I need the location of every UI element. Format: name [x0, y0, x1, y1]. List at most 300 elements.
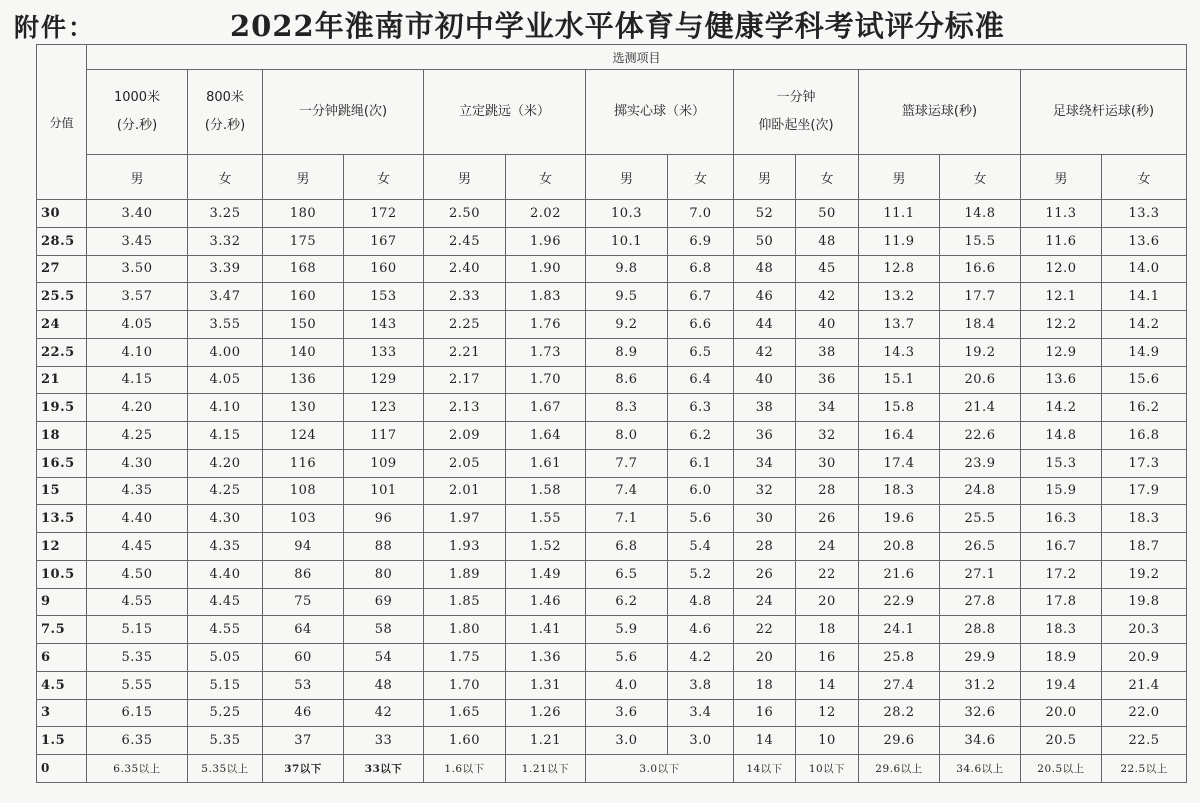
table-cell: 1.70 [506, 366, 586, 394]
table-cell: 17.8 [1021, 588, 1102, 616]
table-cell: 2.33 [424, 283, 506, 311]
table-cell: 20.0 [1021, 699, 1102, 727]
table-cell: 34 [796, 394, 859, 422]
table-cell: 4.35 [188, 533, 263, 561]
table-cell: 6.8 [668, 255, 734, 283]
table-cell: 14.8 [1021, 422, 1102, 450]
table-cell: 13.2 [859, 283, 940, 311]
threshold-cell: 33以下 [344, 755, 424, 783]
table-cell: 6.5 [668, 338, 734, 366]
table-cell: 42 [734, 338, 796, 366]
threshold-cell: 3.0以下 [586, 755, 734, 783]
table-cell: 12.2 [1021, 311, 1102, 339]
table-cell: 1.41 [506, 616, 586, 644]
table-cell: 123 [344, 394, 424, 422]
table-cell: 12.9 [1021, 338, 1102, 366]
table-cell: 26 [796, 505, 859, 533]
table-cell: 46 [263, 699, 344, 727]
event-header [87, 70, 188, 155]
score-cell: 1.5 [37, 727, 87, 755]
table-cell: 4.8 [668, 588, 734, 616]
table-cell: 16.6 [940, 255, 1021, 283]
table-cell: 30 [796, 449, 859, 477]
table-cell: 1.52 [506, 533, 586, 561]
score-cell: 28.5 [37, 227, 87, 255]
score-cell: 30 [37, 200, 87, 228]
table-cell: 4.05 [188, 366, 263, 394]
table-cell: 3.47 [188, 283, 263, 311]
table-cell: 22.6 [940, 422, 1021, 450]
gender-header: 男 [424, 155, 506, 200]
gender-header: 女 [796, 155, 859, 200]
table-cell: 11.3 [1021, 200, 1102, 228]
table-cell: 36 [796, 366, 859, 394]
table-cell: 6.1 [668, 449, 734, 477]
table-cell: 32 [734, 477, 796, 505]
table-cell: 1.89 [424, 560, 506, 588]
table-cell: 45 [796, 255, 859, 283]
table-cell: 4.6 [668, 616, 734, 644]
table-header [37, 45, 1187, 200]
table-cell: 16.4 [859, 422, 940, 450]
table-cell: 18.9 [1021, 644, 1102, 672]
table-cell: 153 [344, 283, 424, 311]
table-cell: 20.8 [859, 533, 940, 561]
score-cell: 22.5 [37, 338, 87, 366]
table-cell: 50 [796, 200, 859, 228]
table-cell: 4.30 [188, 505, 263, 533]
table-cell: 14 [734, 727, 796, 755]
table-cell: 1.65 [424, 699, 506, 727]
score-cell: 12 [37, 533, 87, 561]
table-cell: 14.8 [940, 200, 1021, 228]
table-cell: 64 [263, 616, 344, 644]
threshold-cell: 5.35以上 [188, 755, 263, 783]
table-row [37, 422, 1187, 450]
table-cell: 6.8 [586, 533, 668, 561]
table-cell: 7.7 [586, 449, 668, 477]
table-cell: 34 [734, 449, 796, 477]
table-cell: 46 [734, 283, 796, 311]
table-cell: 3.0 [586, 727, 668, 755]
table-cell: 21.4 [1102, 671, 1187, 699]
score-cell: 13.5 [37, 505, 87, 533]
table-cell: 6.9 [668, 227, 734, 255]
table-cell: 18.4 [940, 311, 1021, 339]
table-cell: 42 [344, 699, 424, 727]
score-cell: 6 [37, 644, 87, 672]
table-cell: 18 [734, 671, 796, 699]
table-cell: 1.36 [506, 644, 586, 672]
table-cell: 5.35 [188, 727, 263, 755]
table-cell: 5.6 [586, 644, 668, 672]
table-cell: 4.45 [188, 588, 263, 616]
table-cell: 1.49 [506, 560, 586, 588]
event-header-line1: 一分钟跳绳(次) [298, 104, 388, 119]
table-cell: 16 [734, 699, 796, 727]
table-cell: 101 [344, 477, 424, 505]
threshold-cell: 37以下 [263, 755, 344, 783]
table-cell: 7.1 [586, 505, 668, 533]
event-header-line1: 立定跳远（米） [458, 104, 550, 119]
document-title: 2022年淮南市初中学业水平体育与健康学科考试评分标准 [230, 9, 1005, 43]
score-cell: 7.5 [37, 616, 87, 644]
table-cell: 15.5 [940, 227, 1021, 255]
table-cell: 28.2 [859, 699, 940, 727]
table-cell: 17.4 [859, 449, 940, 477]
table-cell: 37 [263, 727, 344, 755]
table-cell: 15.9 [1021, 477, 1102, 505]
threshold-cell: 6.35以上 [87, 755, 188, 783]
event-header [263, 70, 424, 155]
table-cell: 150 [263, 311, 344, 339]
table-cell: 48 [734, 255, 796, 283]
table-cell: 9.2 [586, 311, 668, 339]
table-cell: 22.9 [859, 588, 940, 616]
table-cell: 2.40 [424, 255, 506, 283]
table-row [37, 338, 1187, 366]
table-cell: 3.25 [188, 200, 263, 228]
gender-header: 男 [1021, 155, 1102, 200]
table-cell: 30 [734, 505, 796, 533]
event-header-line2: (分.秒) [116, 118, 158, 133]
table-row [37, 394, 1187, 422]
table-cell: 6.35 [87, 727, 188, 755]
table-cell: 2.13 [424, 394, 506, 422]
table-cell: 6.5 [586, 560, 668, 588]
table-cell: 32.6 [940, 699, 1021, 727]
table-cell: 1.21 [506, 727, 586, 755]
table-cell: 44 [734, 311, 796, 339]
table-cell: 20.9 [1102, 644, 1187, 672]
table-row [37, 366, 1187, 394]
table-cell: 5.35 [87, 644, 188, 672]
table-cell: 160 [344, 255, 424, 283]
table-row [37, 699, 1187, 727]
threshold-cell: 14以下 [734, 755, 796, 783]
table-cell: 1.67 [506, 394, 586, 422]
table-cell: 4.30 [87, 449, 188, 477]
table-cell: 17.9 [1102, 477, 1187, 505]
table-cell: 40 [796, 311, 859, 339]
table-cell: 20.3 [1102, 616, 1187, 644]
table-cell: 27.1 [940, 560, 1021, 588]
table-cell: 10.1 [586, 227, 668, 255]
event-header [586, 70, 734, 155]
table-cell: 109 [344, 449, 424, 477]
event-header-line1: 1000米 [113, 90, 161, 105]
table-cell: 1.55 [506, 505, 586, 533]
table-cell: 2.17 [424, 366, 506, 394]
gender-header: 女 [940, 155, 1021, 200]
table-cell: 38 [734, 394, 796, 422]
table-cell: 16 [796, 644, 859, 672]
table-cell: 140 [263, 338, 344, 366]
table-cell: 14.2 [1102, 311, 1187, 339]
table-cell: 17.3 [1102, 449, 1187, 477]
table-cell: 14.3 [859, 338, 940, 366]
table-cell: 168 [263, 255, 344, 283]
table-cell: 1.75 [424, 644, 506, 672]
table-cell: 15.1 [859, 366, 940, 394]
table-cell: 1.85 [424, 588, 506, 616]
table-cell: 133 [344, 338, 424, 366]
table-cell: 96 [344, 505, 424, 533]
table-row [37, 616, 1187, 644]
table-cell: 1.96 [506, 227, 586, 255]
table-cell: 15.6 [1102, 366, 1187, 394]
scoring-table-container [36, 44, 1186, 783]
table-cell: 11.6 [1021, 227, 1102, 255]
table-cell: 16.8 [1102, 422, 1187, 450]
table-cell: 1.97 [424, 505, 506, 533]
table-row [37, 200, 1187, 228]
table-cell: 1.76 [506, 311, 586, 339]
gender-headers-row [37, 155, 1187, 200]
table-cell: 42 [796, 283, 859, 311]
table-cell: 167 [344, 227, 424, 255]
table-cell: 58 [344, 616, 424, 644]
table-cell: 4.45 [87, 533, 188, 561]
table-cell: 8.3 [586, 394, 668, 422]
event-header [424, 70, 586, 155]
table-cell: 25.5 [940, 505, 1021, 533]
table-cell: 3.32 [188, 227, 263, 255]
table-cell: 4.10 [188, 394, 263, 422]
table-cell: 143 [344, 311, 424, 339]
gender-header: 男 [586, 155, 668, 200]
table-cell: 24.1 [859, 616, 940, 644]
table-cell: 12.1 [1021, 283, 1102, 311]
event-header-line2: 仰卧起坐(次) [758, 118, 834, 133]
attachment-label: 附件： [14, 13, 96, 42]
table-cell: 40 [734, 366, 796, 394]
table-cell: 5.9 [586, 616, 668, 644]
event-header [1021, 70, 1187, 155]
table-cell: 5.6 [668, 505, 734, 533]
table-cell: 17.2 [1021, 560, 1102, 588]
table-cell: 28.8 [940, 616, 1021, 644]
table-cell: 1.31 [506, 671, 586, 699]
table-cell: 4.20 [87, 394, 188, 422]
table-cell: 14 [796, 671, 859, 699]
table-cell: 14.0 [1102, 255, 1187, 283]
table-cell: 36 [734, 422, 796, 450]
score-column-header: 分值 [37, 45, 87, 200]
table-cell: 25.8 [859, 644, 940, 672]
table-cell: 28 [796, 477, 859, 505]
table-cell: 15.8 [859, 394, 940, 422]
scoring-table [36, 44, 1187, 783]
table-cell: 5.55 [87, 671, 188, 699]
score-cell: 16.5 [37, 449, 87, 477]
event-header [859, 70, 1021, 155]
table-body [37, 200, 1187, 783]
table-cell: 1.80 [424, 616, 506, 644]
table-cell: 10.3 [586, 200, 668, 228]
table-cell: 4.40 [87, 505, 188, 533]
table-cell: 14.9 [1102, 338, 1187, 366]
table-cell: 160 [263, 283, 344, 311]
gender-header: 女 [506, 155, 586, 200]
table-cell: 19.8 [1102, 588, 1187, 616]
table-row [37, 311, 1187, 339]
table-cell: 28 [734, 533, 796, 561]
score-cell: 18 [37, 422, 87, 450]
gender-header: 女 [188, 155, 263, 200]
table-cell: 2.25 [424, 311, 506, 339]
table-cell: 17.7 [940, 283, 1021, 311]
table-cell: 7.4 [586, 477, 668, 505]
table-cell: 3.50 [87, 255, 188, 283]
table-cell: 4.40 [188, 560, 263, 588]
table-cell: 12 [796, 699, 859, 727]
table-cell: 1.61 [506, 449, 586, 477]
table-row [37, 283, 1187, 311]
table-cell: 20.5 [1021, 727, 1102, 755]
table-cell: 12.0 [1021, 255, 1102, 283]
table-cell: 18.3 [1021, 616, 1102, 644]
table-row [37, 449, 1187, 477]
table-cell: 108 [263, 477, 344, 505]
table-cell: 2.05 [424, 449, 506, 477]
threshold-cell: 34.6以上 [940, 755, 1021, 783]
table-cell: 1.26 [506, 699, 586, 727]
table-cell: 14.1 [1102, 283, 1187, 311]
table-cell: 3.39 [188, 255, 263, 283]
table-row [37, 227, 1187, 255]
table-cell: 4.2 [668, 644, 734, 672]
table-row [37, 505, 1187, 533]
table-cell: 3.57 [87, 283, 188, 311]
table-cell: 18.3 [1102, 505, 1187, 533]
gender-header: 男 [734, 155, 796, 200]
gender-header: 男 [87, 155, 188, 200]
table-cell: 6.2 [586, 588, 668, 616]
table-cell: 6.2 [668, 422, 734, 450]
table-row [37, 560, 1187, 588]
table-cell: 5.4 [668, 533, 734, 561]
table-cell: 69 [344, 588, 424, 616]
table-row [37, 727, 1187, 755]
table-cell: 5.2 [668, 560, 734, 588]
table-cell: 5.25 [188, 699, 263, 727]
threshold-cell: 10以下 [796, 755, 859, 783]
table-cell: 4.0 [586, 671, 668, 699]
table-cell: 7.0 [668, 200, 734, 228]
table-cell: 2.01 [424, 477, 506, 505]
event-header-line1: 足球绕杆运球(秒) [1052, 104, 1155, 119]
table-cell: 3.4 [668, 699, 734, 727]
table-cell: 14.2 [1021, 394, 1102, 422]
table-cell: 20.6 [940, 366, 1021, 394]
table-cell: 24.8 [940, 477, 1021, 505]
gender-header: 女 [344, 155, 424, 200]
event-header-line1: 一分钟 [776, 90, 816, 105]
table-cell: 13.7 [859, 311, 940, 339]
table-cell: 3.0 [668, 727, 734, 755]
table-cell: 6.4 [668, 366, 734, 394]
table-cell: 4.00 [188, 338, 263, 366]
table-cell: 6.3 [668, 394, 734, 422]
threshold-cell: 29.6以上 [859, 755, 940, 783]
table-cell: 4.25 [87, 422, 188, 450]
table-cell: 6.7 [668, 283, 734, 311]
table-cell: 103 [263, 505, 344, 533]
table-cell: 16.2 [1102, 394, 1187, 422]
table-cell: 12.8 [859, 255, 940, 283]
table-cell: 27.4 [859, 671, 940, 699]
table-cell: 1.64 [506, 422, 586, 450]
table-cell: 8.9 [586, 338, 668, 366]
score-cell: 24 [37, 311, 87, 339]
table-cell: 34.6 [940, 727, 1021, 755]
table-cell: 11.1 [859, 200, 940, 228]
table-cell: 2.45 [424, 227, 506, 255]
table-cell: 18.7 [1102, 533, 1187, 561]
table-cell: 180 [263, 200, 344, 228]
table-cell: 27.8 [940, 588, 1021, 616]
table-cell: 129 [344, 366, 424, 394]
table-cell: 11.9 [859, 227, 940, 255]
score-cell: 3 [37, 699, 87, 727]
table-row [37, 588, 1187, 616]
table-cell: 6.0 [668, 477, 734, 505]
table-cell: 4.15 [87, 366, 188, 394]
event-header [734, 70, 859, 155]
table-cell: 2.50 [424, 200, 506, 228]
table-cell: 9.5 [586, 283, 668, 311]
table-cell: 10 [796, 727, 859, 755]
table-cell: 3.55 [188, 311, 263, 339]
table-cell: 33 [344, 727, 424, 755]
table-cell: 22 [734, 616, 796, 644]
table-cell: 1.90 [506, 255, 586, 283]
score-cell: 4.5 [37, 671, 87, 699]
table-cell: 124 [263, 422, 344, 450]
table-cell: 8.6 [586, 366, 668, 394]
score-cell: 9 [37, 588, 87, 616]
table-cell: 13.6 [1021, 366, 1102, 394]
score-cell: 15 [37, 477, 87, 505]
table-row [37, 533, 1187, 561]
table-cell: 48 [796, 227, 859, 255]
table-cell: 75 [263, 588, 344, 616]
table-cell: 94 [263, 533, 344, 561]
table-cell: 5.15 [188, 671, 263, 699]
table-cell: 4.55 [87, 588, 188, 616]
table-cell: 3.45 [87, 227, 188, 255]
threshold-cell: 1.21以下 [506, 755, 586, 783]
table-cell: 88 [344, 533, 424, 561]
table-cell: 50 [734, 227, 796, 255]
table-cell: 6.6 [668, 311, 734, 339]
table-cell: 29.6 [859, 727, 940, 755]
table-cell: 130 [263, 394, 344, 422]
table-cell: 4.20 [188, 449, 263, 477]
table-cell: 31.2 [940, 671, 1021, 699]
score-cell: 0 [37, 755, 87, 783]
threshold-cell: 1.6以下 [424, 755, 506, 783]
table-cell: 19.2 [940, 338, 1021, 366]
table-cell: 54 [344, 644, 424, 672]
gender-header: 男 [859, 155, 940, 200]
table-row [37, 671, 1187, 699]
table-cell: 86 [263, 560, 344, 588]
zero-score-row [37, 755, 1187, 783]
table-cell: 4.10 [87, 338, 188, 366]
score-cell: 21 [37, 366, 87, 394]
